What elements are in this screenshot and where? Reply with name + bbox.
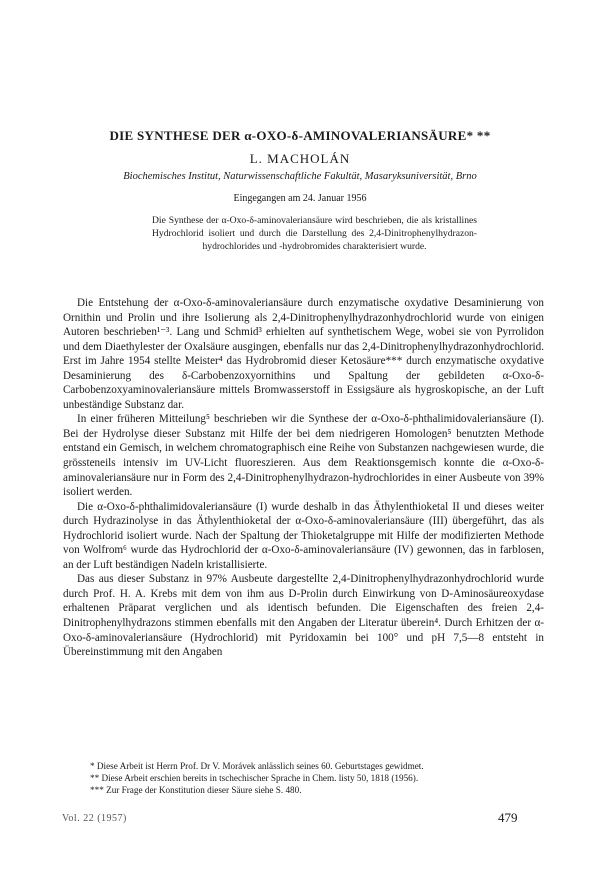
volume-label: Vol. 22 (1957) [62,813,127,824]
author-affiliation: Biochemisches Institut, Naturwissenschaftliche Fakultät, Masaryksuniversität, Brno [123,171,477,182]
footnotes [90,760,560,797]
page-number: 479 [498,810,518,825]
article-body [63,296,544,660]
author-name: L. MACHOLÁN [249,151,351,166]
received-date: Eingegangen am 24. Januar 1956 [233,193,367,204]
footnote: *** Zur Frage der Konstitution dieser Säure siehe S. 480. [90,785,302,796]
footnote: * Diese Arbeit ist Herrn Prof. Dr V. Morávek anlässlich seines 60. Geburtstages gewidmet. [90,761,424,771]
article-title: DIE SYNTHESE DER α-OXO-δ-AMINOVALERIANSÄURE* ** [109,128,491,143]
abstract: Die Synthese der α-Oxo-δ-aminovaleriansäure wird beschrieben, die als kristallines Hydrochlorid isoliert und durch die Darstellung des 2,4-Dinitrophenylhydrazon-hydrochlorides und -hydrobromides charakterisiert wurde. [152,215,477,252]
body-paragraph: In einer früheren Mitteilung⁵ beschrieben wir die Synthese der α-Oxo-δ-phthalimidovaleriansäure (I). Bei der Hydrolyse dieser Substanz mit Hilfe der bei dem niedrigeren Homologen⁵ benutzten Methode entstand ein Gemisch, in welchem chromatographisch eine Reihe von Substanzen nachgewiesen wurde, die grössteneils intensiv im UV-Licht fluoreszieren. Aus dem Reaktionsgemisch konnte die α-Oxo-δ-aminovaleriansäure nur in Form des 2,4-Dinitrophenylhydrazon-hydrochlorides in einer Ausbeute von 39% isoliert werden. [63,413,544,499]
body-paragraph: Die α-Oxo-δ-phthalimidovaleriansäure (I) wurde deshalb in das Äthylenthioketal II und dieses weiter durch Hydrazinolyse in das Äthylenthioketal der α-Oxo-δ-aminovaleriansäure (III) übergeführt, das als Hydrochlorid isoliert wurde. Nach der Spaltung der Thioketalgruppe mit Hilfe der modifizierten Methode von Wolfrom⁶ wurde das Hydrochlorid der α-Oxo-δ-aminovaleriansäure (IV) gewonnen, das in farblosen, an der Luft beständigen Nadeln kristallisierte. [63,500,544,571]
body-paragraph: Die Entstehung der α-Oxo-δ-aminovaleriansäure durch enzymatische oxydative Desaminierung von Ornithin und Prolin und ihre Isolierung als 2,4-Dinitrophenylhydrazonhydrochlorid wurde von einigen Autoren beschrieben¹⁻³. Lang und Schmid³ erhielten auf synthetischem Wege, wobei sie von Pyrrolidon und dem Diaethylester der Oxalsäure ausgingen, ebenfalls nur das 2,4-Dinitrophenylhydrazonhydrochlorid. Erst im Jahre 1954 stellte Meister⁴ das Hydrobromid dieser Ketosäure*** durch enzymatische oxydative Desaminierung des δ-Carbobenzoxyornithins und Spaltung der gebildeten α-Oxo-δ-Carbobenzoxyaminovaleriansäure mittels Bromwasserstoff in Essigsäure als hygroskopische, an der Luft unbeständige Substanz dar. [63,297,544,411]
body-paragraph: Das aus dieser Substanz in 97% Ausbeute dargestellte 2,4-Dinitrophenylhydrazonhydrochlorid wurde durch Prof. H. A. Krebs mit dem von ihm aus D-Prolin durch Einwirkung von D-Aminosäureoxydase erhaltenen Präparat verglichen und als identisch befunden. Die Eigenschaften des freien 2,4-Dinitrophenylhydrazons stimmen ebenfalls mit den Angaben der Literatur überein⁴. Durch Erhitzen der α-Oxo-δ-aminovaleriansäure (Hydrochlorid) mit Pyridoxamin bei 100° und pH 7,5—8 entsteht in Übereinstimmung mit den Angaben [63,573,544,659]
footnote: ** Diese Arbeit erschien bereits in tschechischer Sprache in Chem. listy 50, 1818 (1956). [90,773,419,784]
